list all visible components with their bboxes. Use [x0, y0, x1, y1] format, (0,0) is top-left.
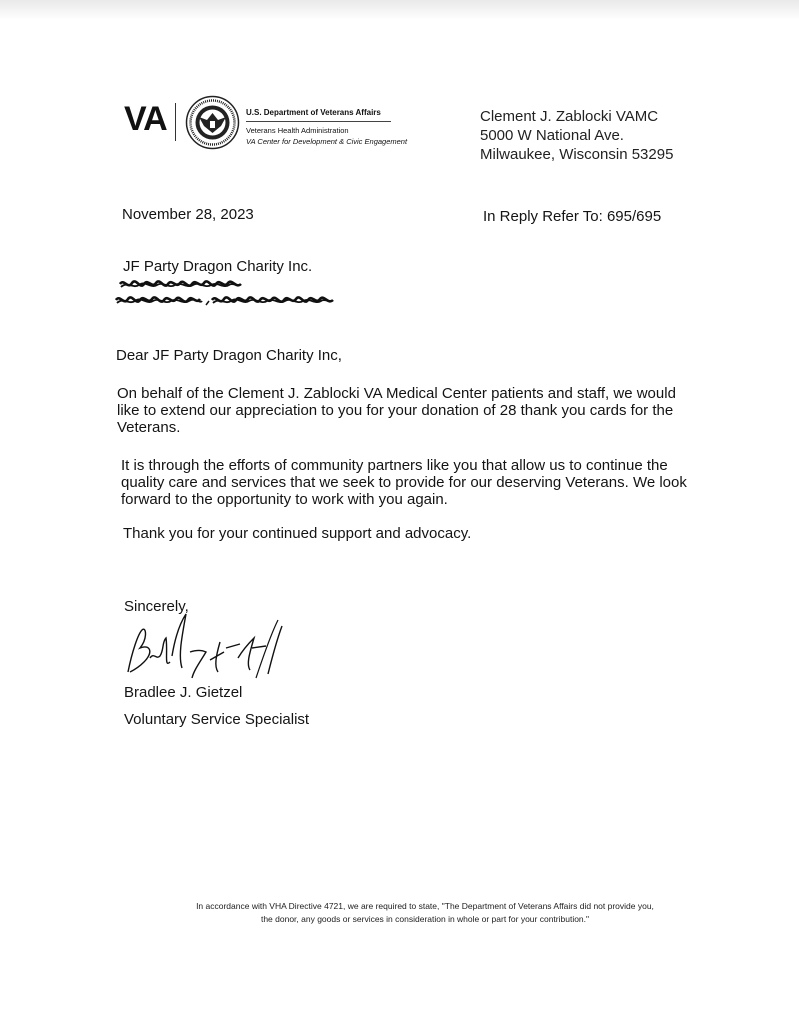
center-name: VA Center for Development & Civic Engagement [246, 137, 408, 146]
footer-line-2: the donor, any goods or services in consideration in whole or part for your contribution." [260, 914, 590, 924]
recipient-name: JF Party Dragon Charity Inc. [123, 258, 313, 275]
redacted-city-line [114, 292, 336, 308]
footer-line-1: In accordance with VHA Directive 4721, we are required to state, "The Department of Veterans Affairs did not provide you, [196, 901, 654, 911]
department-name: U.S. Department of Veterans Affairs [246, 107, 391, 122]
sender-address [480, 107, 673, 164]
body-paragraph-3: Thank you for your continued support and advocacy. [123, 525, 472, 542]
address-line-3: Milwaukee, Wisconsin 53295 [480, 146, 674, 163]
va-logo-text: VA [124, 100, 167, 138]
address-line-2: 5000 W National Ave. [480, 127, 624, 144]
salutation: Dear JF Party Dragon Charity Inc, [116, 347, 342, 364]
body-paragraph-2: It is through the efforts of community partners like you that allow us to continue the quality care and services that we seek to provide for our deserving Veterans. We look forward to the opportunity to work with you again. [121, 457, 687, 508]
address-line-1: Clement J. Zablocki VAMC [480, 108, 659, 125]
top-edge-shadow [0, 0, 799, 20]
closing: Sincerely, [124, 598, 189, 615]
signer-title: Voluntary Service Specialist [124, 711, 310, 728]
handwritten-signature [120, 612, 290, 684]
redacted-street-line [118, 276, 243, 292]
logo-divider [175, 103, 176, 141]
va-seal-icon [185, 95, 240, 150]
letter-date: November 28, 2023 [122, 206, 254, 223]
signer-name: Bradlee J. Gietzel [124, 684, 243, 701]
footer-disclaimer [150, 900, 700, 926]
reply-reference: In Reply Refer To: 695/695 [483, 208, 662, 225]
administration-name: Veterans Health Administration [246, 126, 349, 135]
department-block [246, 107, 407, 147]
body-paragraph-1: On behalf of the Clement J. Zablocki VA Medical Center patients and staff, we would like to extend our appreciation to you for your donation of 28 thank you cards for the Veterans. [117, 385, 676, 436]
